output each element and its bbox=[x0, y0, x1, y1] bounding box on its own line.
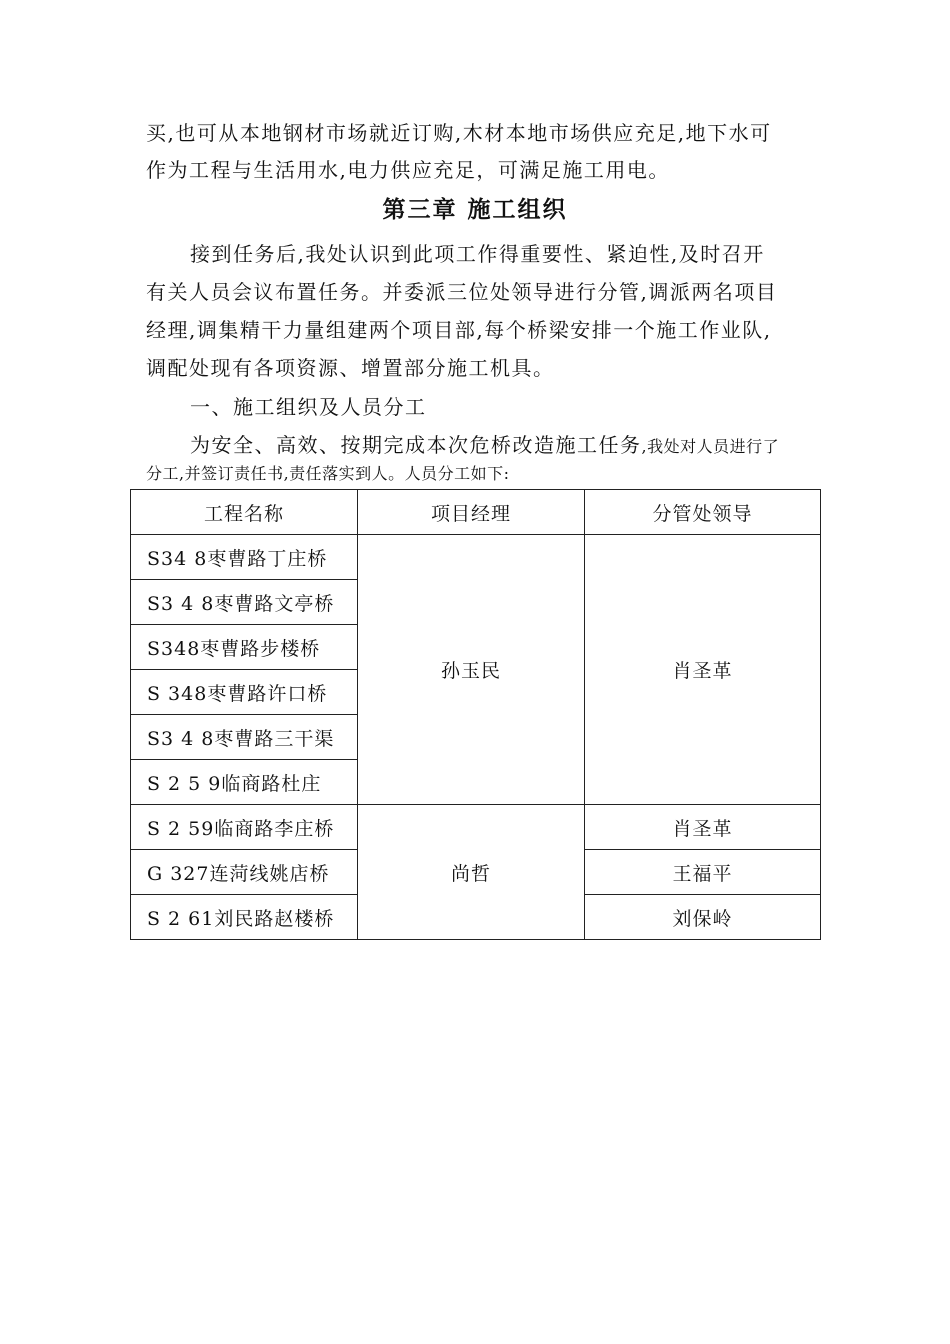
text-line bbox=[190, 429, 779, 458]
text-line: 接到任务后,我处认识到此项工作得重要性、紧迫性,及时召开 bbox=[190, 242, 765, 266]
header-project-name: 工程名称 bbox=[131, 490, 358, 535]
header-leader: 分管处领导 bbox=[585, 490, 821, 535]
text-line: 调配处现有各项资源、增置部分施工机具。 bbox=[146, 356, 555, 380]
manager-cell: 尚哲 bbox=[358, 805, 585, 940]
text-line: 作为工程与生活用水,电力供应充足，可满足施工用电。 bbox=[146, 158, 670, 182]
header-project-manager: 项目经理 bbox=[358, 490, 585, 535]
project-name-cell: S34 8枣曹路丁庄桥 bbox=[131, 535, 358, 580]
project-name-cell: S 348枣曹路许口桥 bbox=[131, 670, 358, 715]
leader-cell: 肖圣革 bbox=[585, 535, 821, 805]
leader-cell: 刘保岭 bbox=[585, 895, 821, 940]
table-header-row bbox=[131, 490, 821, 535]
table-row bbox=[131, 805, 821, 850]
text-line: 买,也可从本地钢材市场就近订购,木材本地市场供应充足,地下水可 bbox=[146, 121, 772, 145]
project-name-cell: S 2 59临商路李庄桥 bbox=[131, 805, 358, 850]
text-line: 有关人员会议布置任务。并委派三位处领导进行分管,调派两名项目 bbox=[146, 280, 778, 304]
project-name-cell: S3 4 8枣曹路文亭桥 bbox=[131, 580, 358, 625]
project-name-cell: S348枣曹路步楼桥 bbox=[131, 625, 358, 670]
leader-cell: 王福平 bbox=[585, 850, 821, 895]
section-heading: 一、施工组织及人员分工 bbox=[190, 395, 427, 419]
text-span: 为安全、高效、按期完成本次危桥改造施工任务 bbox=[190, 433, 642, 457]
project-name-cell: G 327连菏线姚店桥 bbox=[131, 850, 358, 895]
project-name-cell: S3 4 8枣曹路三干渠 bbox=[131, 715, 358, 760]
project-name-cell: S 2 61刘民路赵楼桥 bbox=[131, 895, 358, 940]
table-row bbox=[131, 535, 821, 580]
text-span: ,我处对人员进行了 bbox=[641, 437, 780, 456]
project-name-cell: S 2 5 9临商路杜庄 bbox=[131, 760, 358, 805]
staff-assignment-table bbox=[130, 489, 821, 940]
chapter-title: 第三章 施工组织 bbox=[382, 196, 568, 223]
manager-cell: 孙玉民 bbox=[358, 535, 585, 805]
text-line: 分工,并签订责任书,责任落实到人。人员分工如下: bbox=[146, 464, 510, 483]
leader-cell: 肖圣革 bbox=[585, 805, 821, 850]
text-line: 经理,调集精干力量组建两个项目部,每个桥梁安排一个施工作业队, bbox=[146, 318, 772, 342]
